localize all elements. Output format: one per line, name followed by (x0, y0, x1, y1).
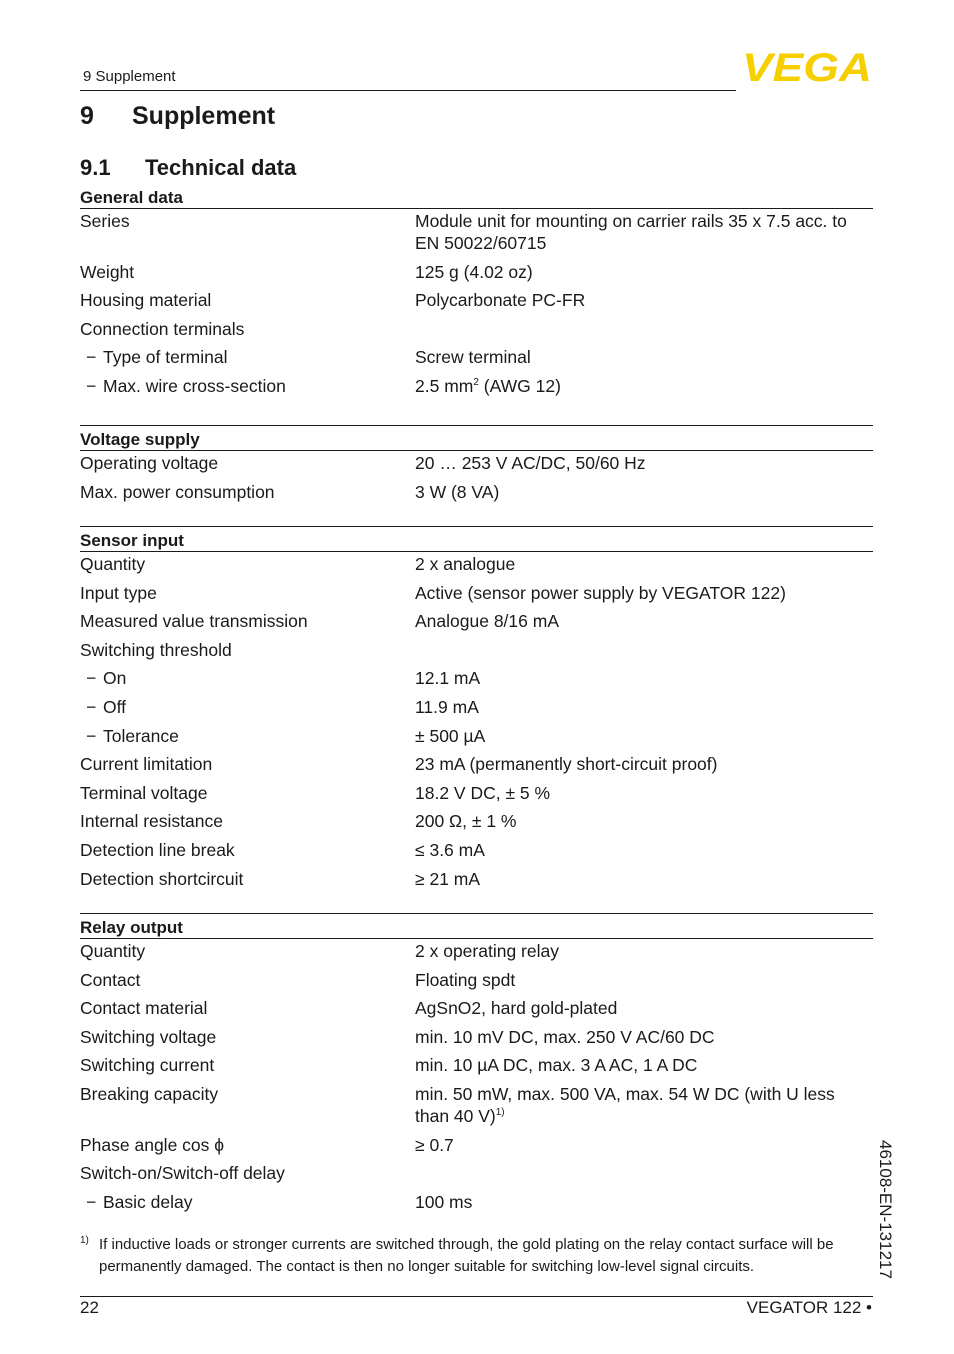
table-row (80, 639, 873, 661)
data-group (80, 913, 873, 1219)
row-label-text: Current limitation (80, 754, 213, 775)
row-label (80, 346, 415, 368)
row-value-text: min. 10 mV DC, max. 250 V AC/60 DC (415, 1026, 715, 1047)
row-label (80, 839, 415, 861)
row-label-text: Detection shortcircuit (80, 868, 244, 889)
row-label (80, 582, 415, 604)
row-label (80, 481, 415, 503)
chapter-number: 9 (80, 102, 94, 130)
row-label-text: Contact material (80, 998, 208, 1019)
group-title-rule (80, 551, 873, 552)
row-value (415, 481, 873, 503)
table-row (80, 997, 873, 1019)
group-title: Voltage supply (80, 430, 200, 449)
row-value (415, 696, 873, 718)
list-dash: − (86, 725, 97, 746)
row-value (415, 810, 873, 832)
footnote-text: If inductive loads or stronger currents are switched through, the gold plating on the relay contact surface will be permanently damaged. The contact is then no longer suitable for switching low-level signal circuits. (99, 1236, 834, 1275)
table-row (80, 318, 873, 340)
row-label (80, 1162, 415, 1184)
row-label-text: Series (80, 211, 130, 231)
row-label-text: Contact (80, 969, 141, 990)
row-label-text: Internal resistance (80, 811, 223, 832)
row-label (80, 553, 415, 575)
section-number: 9.1 (80, 155, 111, 180)
row-value (415, 969, 873, 991)
row-label-text: Housing material (80, 290, 212, 311)
row-value (415, 210, 873, 254)
footer-rule (80, 1296, 873, 1297)
logo-text: VEGA (742, 50, 872, 84)
row-value-text: Polycarbonate PC-FR (415, 290, 586, 311)
row-value-text: 200 Ω, ± 1 % (415, 811, 517, 832)
row-value-text: AgSnO2, hard gold-plated (415, 998, 618, 1019)
row-value-text: 2 x operating relay (415, 941, 559, 961)
row-label (80, 667, 415, 689)
row-value-text: 100 ms (415, 1191, 473, 1212)
row-value (415, 1026, 873, 1048)
row-label (80, 782, 415, 804)
row-label (80, 997, 415, 1019)
row-value (415, 452, 873, 474)
row-value (415, 289, 873, 311)
row-label (80, 868, 415, 890)
table-row (80, 261, 873, 283)
row-value-text: 23 mA (permanently short-circuit proof) (415, 754, 718, 775)
row-label-text: Switching current (80, 1055, 215, 1076)
row-label-text: Quantity (80, 941, 146, 961)
row-value-text: ≤ 3.6 mA (415, 839, 485, 860)
chapter-title: Supplement (132, 102, 276, 130)
row-value-text: 125 g (4.02 oz) (415, 261, 533, 282)
footer-product: VEGATOR 122 • (746, 1298, 872, 1317)
row-label (80, 1026, 415, 1048)
row-value-text: 3 W (8 VA) (415, 481, 500, 502)
data-group (80, 526, 873, 896)
row-value (415, 1162, 873, 1184)
row-value-text: Module unit for mounting on carrier rails 35 x 7.5 acc. to EN 50022/60715 (415, 211, 847, 253)
table-row (80, 969, 873, 991)
row-label-text: Detection line break (80, 839, 235, 860)
list-dash: − (86, 668, 97, 689)
row-value (415, 1191, 873, 1213)
row-label (80, 725, 415, 747)
row-value-text: ≥ 21 mA (415, 868, 481, 889)
list-dash: − (86, 375, 97, 396)
table-row (80, 1026, 873, 1048)
row-label (80, 1054, 415, 1076)
row-label-text: Terminal voltage (80, 782, 208, 803)
row-value (415, 1054, 873, 1076)
table-row (80, 582, 873, 604)
section-title: Technical data (145, 155, 297, 180)
row-value-text: Floating spdt (415, 969, 516, 990)
group-title: General data (80, 188, 183, 207)
row-label-text: Basic delay (103, 1191, 193, 1212)
table-row (80, 610, 873, 632)
row-value (415, 1083, 873, 1127)
row-label (80, 1083, 415, 1127)
superscript: 1) (495, 1107, 505, 1119)
row-value (415, 375, 873, 397)
table-row (80, 210, 873, 254)
table-row (80, 1191, 873, 1213)
row-value (415, 997, 873, 1019)
row-value-text: Active (sensor power supply by VEGATOR 122) (415, 582, 786, 603)
row-label (80, 696, 415, 718)
row-label-text: Switch-on/Switch-off delay (80, 1163, 285, 1184)
table-row (80, 753, 873, 775)
row-value-text: min. 50 mW, max. 500 VA, max. 54 W DC (with U less than 40 V) (415, 1083, 835, 1126)
row-value-text: 12.1 mA (415, 668, 481, 689)
table-row (80, 940, 873, 962)
group-title-rule (80, 938, 873, 939)
row-label (80, 210, 415, 254)
row-value-text: 18.2 V DC, ± 5 % (415, 782, 551, 803)
row-value (415, 940, 873, 962)
list-dash: − (86, 347, 97, 368)
row-value (415, 782, 873, 804)
row-label-text: Quantity (80, 554, 146, 574)
vega-logo (742, 50, 872, 84)
row-label (80, 810, 415, 832)
row-label-text: Tolerance (103, 725, 179, 746)
row-value (415, 610, 873, 632)
row-label-text: Switching threshold (80, 639, 232, 660)
row-value (415, 1134, 873, 1156)
row-label-text: Breaking capacity (80, 1083, 219, 1104)
table-row (80, 1134, 873, 1156)
row-label-text: Connection terminals (80, 318, 245, 339)
row-value-text: 11.9 mA (415, 696, 479, 717)
row-label (80, 610, 415, 632)
row-value (415, 725, 873, 747)
table-row (80, 725, 873, 747)
row-label-text: Weight (80, 261, 135, 282)
row-value (415, 868, 873, 890)
table-row (80, 667, 873, 689)
table-row (80, 868, 873, 890)
row-value-text: min. 10 µA DC, max. 3 A AC, 1 A DC (415, 1055, 698, 1076)
superscript: 2 (473, 377, 479, 389)
header-rule (80, 90, 736, 91)
table-row (80, 346, 873, 368)
row-label (80, 940, 415, 962)
row-value-suffix: (AWG 12) (478, 375, 561, 396)
row-value (415, 346, 873, 368)
row-label-text: On (103, 668, 127, 689)
row-label (80, 1191, 415, 1213)
row-label (80, 452, 415, 474)
data-group (80, 425, 873, 509)
table-row (80, 1054, 873, 1076)
table-row (80, 481, 873, 503)
row-label (80, 969, 415, 991)
row-value (415, 753, 873, 775)
row-value-text: ± 500 µA (415, 725, 486, 746)
table-row (80, 289, 873, 311)
group-title: Relay output (80, 918, 183, 937)
row-value-text: ≥ 0.7 (415, 1134, 454, 1155)
row-value (415, 553, 873, 575)
table-row (80, 810, 873, 832)
footnote-mark: 1) (80, 1235, 89, 1246)
row-value (415, 582, 873, 604)
group-top-rule (80, 526, 873, 527)
row-value (415, 639, 873, 661)
chapter-heading (80, 102, 275, 131)
row-value (415, 839, 873, 861)
row-label-text: Measured value transmission (80, 611, 308, 632)
row-label-text: Operating voltage (80, 453, 219, 473)
group-title-rule (80, 450, 873, 451)
row-label-text: Switching voltage (80, 1026, 217, 1047)
row-label (80, 261, 415, 283)
row-label-text: Max. wire cross-section (103, 375, 286, 396)
group-top-rule (80, 425, 873, 426)
document-number: 46108-EN-131217 (876, 1140, 895, 1279)
row-value (415, 261, 873, 283)
row-label-text: Input type (80, 582, 157, 603)
row-label (80, 1134, 415, 1156)
row-value-text: Screw terminal (415, 347, 531, 368)
table-row (80, 839, 873, 861)
row-value-text: 20 … 253 V AC/DC, 50/60 Hz (415, 453, 646, 473)
row-value-text: Analogue 8/16 mA (415, 611, 559, 632)
table-row (80, 553, 873, 575)
row-label (80, 753, 415, 775)
group-top-rule (80, 913, 873, 914)
row-label-text: Phase angle cos ϕ (80, 1134, 225, 1155)
row-label-text: Type of terminal (103, 347, 228, 368)
data-group (80, 187, 873, 404)
list-dash: − (86, 1191, 97, 1212)
row-label (80, 375, 415, 397)
table-row (80, 696, 873, 718)
table-row (80, 375, 873, 397)
footnote (80, 1234, 873, 1278)
row-label (80, 289, 415, 311)
page-number: 22 (80, 1298, 99, 1317)
row-value-text: 2 x analogue (415, 554, 516, 574)
row-value-text: 2.5 mm (415, 375, 474, 396)
row-value (415, 318, 873, 340)
row-label (80, 318, 415, 340)
section-heading (80, 155, 296, 181)
row-label-text: Max. power consumption (80, 481, 275, 502)
row-label-text: Off (103, 696, 127, 717)
table-row (80, 1162, 873, 1184)
row-label (80, 639, 415, 661)
row-value (415, 667, 873, 689)
group-title: Sensor input (80, 531, 184, 550)
list-dash: − (86, 696, 97, 717)
running-header: 9 Supplement (83, 68, 176, 85)
table-row (80, 782, 873, 804)
table-row (80, 1083, 873, 1127)
group-title-rule (80, 208, 873, 209)
table-row (80, 452, 873, 474)
